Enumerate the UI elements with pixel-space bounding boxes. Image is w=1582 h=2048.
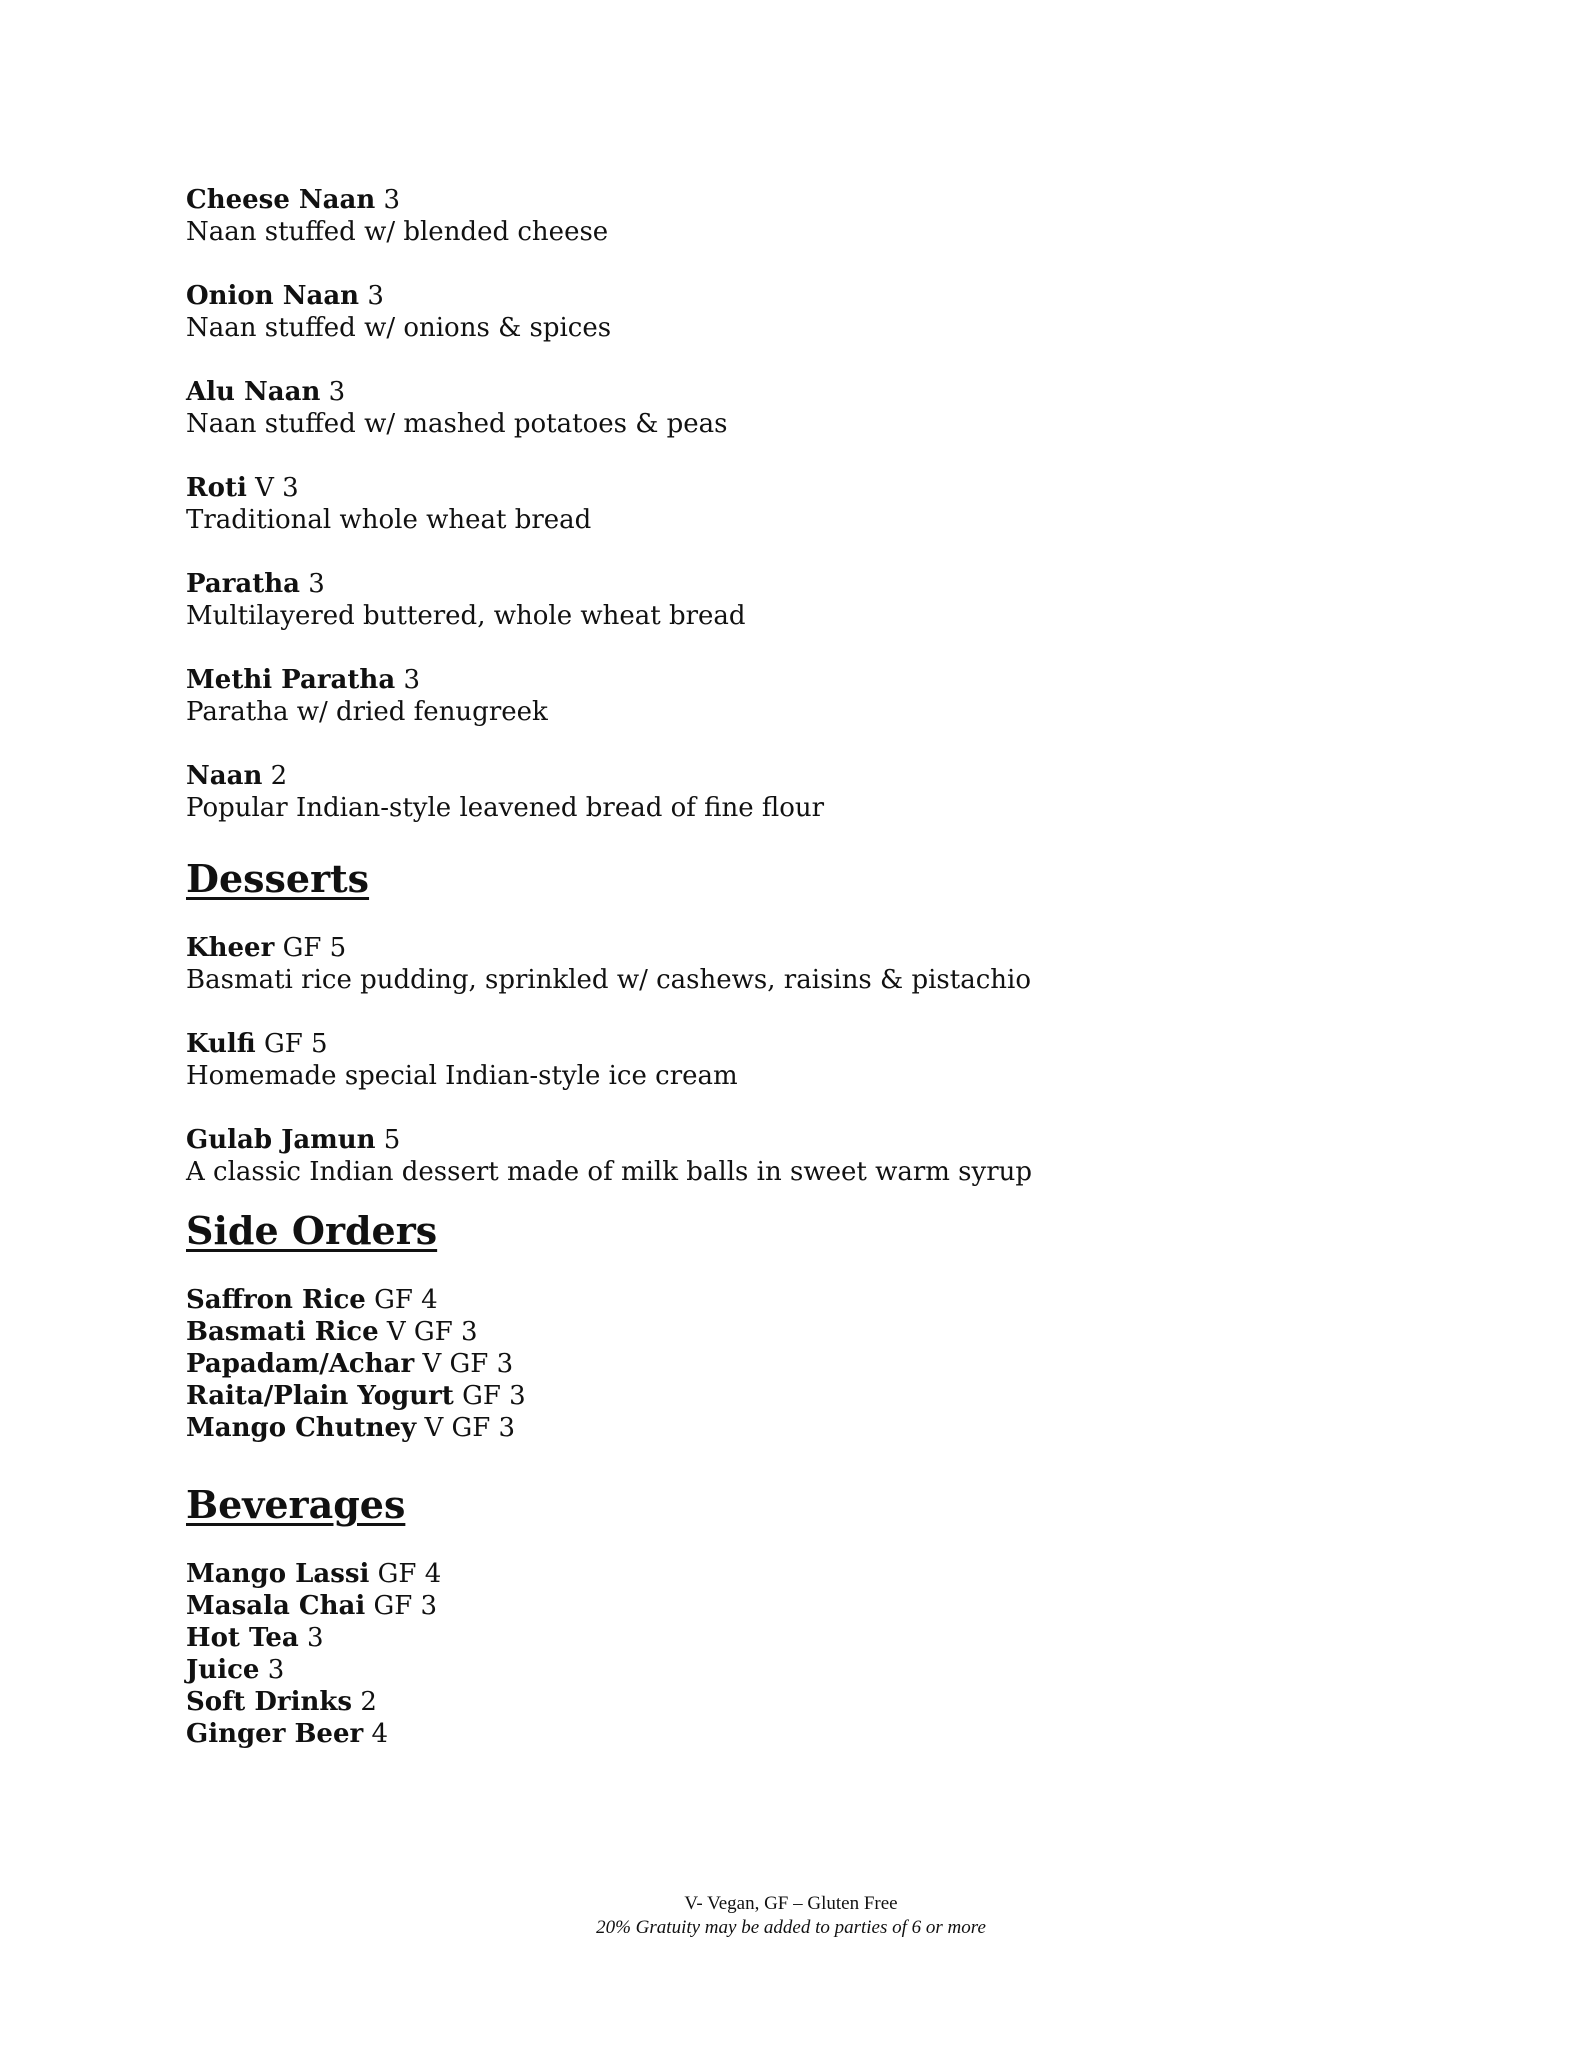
menu-item-kheer — [186, 932, 1386, 996]
item-name: Roti — [186, 473, 247, 503]
item-description: A classic Indian dessert made of milk balls in sweet warm syrup — [186, 1157, 1033, 1187]
gratuity-note: 20% Gratuity may be added to parties of 6 or more — [596, 1917, 986, 1938]
item-description: Multilayered buttered, whole wheat bread — [186, 601, 746, 631]
item-tag: GF 5 — [282, 933, 347, 963]
item-name: Papadam/Achar — [186, 1349, 415, 1379]
item-tag: GF 3 — [373, 1591, 438, 1621]
list-item — [186, 1558, 1386, 1590]
list-item — [186, 1686, 1386, 1718]
section-heading-side-orders: Side Orders — [186, 1208, 438, 1253]
item-tag: GF 5 — [263, 1029, 328, 1059]
list-item — [186, 1654, 1386, 1686]
item-tag: V 3 — [255, 473, 299, 503]
item-name: Cheese Naan — [186, 185, 376, 215]
item-description: Naan stuffed w/ mashed potatoes & peas — [186, 409, 728, 439]
item-name: Methi Paratha — [186, 665, 396, 695]
menu-item-methi-paratha — [186, 664, 1386, 728]
section-heading-beverages: Beverages — [186, 1482, 406, 1527]
item-name: Onion Naan — [186, 281, 360, 311]
list-item — [186, 1348, 1386, 1380]
item-description: Basmati rice pudding, sprinkled w/ cashews, raisins & pistachio — [186, 965, 1031, 995]
item-name: Juice — [186, 1655, 260, 1685]
list-item — [186, 1316, 1386, 1348]
item-name: Soft Drinks — [186, 1687, 353, 1717]
list-item — [186, 1284, 1386, 1316]
item-tag: V GF 3 — [386, 1317, 478, 1347]
item-name: Kulfi — [186, 1029, 256, 1059]
item-description: Naan stuffed w/ blended cheese — [186, 217, 609, 247]
item-tag: V GF 3 — [424, 1413, 516, 1443]
item-tag: 3 — [308, 569, 325, 599]
item-description: Paratha w/ dried fenugreek — [186, 697, 548, 727]
item-tag: GF 3 — [462, 1381, 526, 1411]
section-heading-desserts: Desserts — [186, 856, 370, 901]
item-description: Naan stuffed w/ onions & spices — [186, 313, 612, 343]
item-description: Popular Indian-style leavened bread of fine flour — [186, 793, 825, 823]
item-name: Raita/Plain Yogurt — [186, 1381, 454, 1411]
menu-item-kulfi — [186, 1028, 1386, 1092]
beverages-list — [186, 1558, 1386, 1750]
item-description: Traditional whole wheat bread — [186, 505, 592, 535]
list-item — [186, 1622, 1386, 1654]
menu-item-paratha — [186, 568, 1386, 632]
item-name: Mango Chutney — [186, 1413, 417, 1443]
menu-item-cheese-naan — [186, 184, 1386, 248]
item-name: Masala Chai — [186, 1591, 366, 1621]
item-name: Hot Tea — [186, 1623, 299, 1653]
list-item — [186, 1590, 1386, 1622]
item-tag: 3 — [383, 185, 401, 215]
list-item — [186, 1380, 1386, 1412]
item-tag: 2 — [270, 761, 288, 791]
side-orders-list — [186, 1284, 1386, 1444]
dietary-legend: V- Vegan, GF – Gluten Free — [684, 1893, 898, 1914]
menu-item-gulab-jamun — [186, 1124, 1386, 1188]
item-tag: 5 — [383, 1125, 401, 1155]
item-name: Basmati Rice — [186, 1317, 379, 1347]
item-name: Alu Naan — [186, 377, 321, 407]
item-tag: 4 — [371, 1719, 389, 1749]
item-name: Mango Lassi — [186, 1559, 370, 1589]
item-name: Ginger Beer — [186, 1719, 364, 1749]
item-tag: 3 — [267, 1655, 285, 1685]
item-name: Saffron Rice — [186, 1285, 366, 1315]
item-name: Gulab Jamun — [186, 1125, 376, 1155]
item-tag: GF 4 — [374, 1285, 438, 1315]
item-tag: 2 — [360, 1687, 377, 1717]
list-item — [186, 1718, 1386, 1750]
item-tag: 3 — [403, 665, 420, 695]
item-tag: 3 — [367, 281, 384, 311]
item-tag: 3 — [307, 1623, 324, 1653]
menu-item-naan — [186, 760, 1386, 824]
item-name: Naan — [186, 761, 263, 791]
item-tag: 3 — [328, 377, 346, 407]
menu-item-alu-naan — [186, 376, 1386, 440]
menu-item-onion-naan — [186, 280, 1386, 344]
item-tag: GF 4 — [377, 1559, 442, 1589]
menu-footer — [0, 1892, 1582, 1940]
item-description: Homemade special Indian-style ice cream — [186, 1061, 738, 1091]
item-name: Paratha — [186, 569, 301, 599]
item-tag: V GF 3 — [422, 1349, 514, 1379]
menu-item-roti — [186, 472, 1386, 536]
list-item — [186, 1412, 1386, 1444]
item-name: Kheer — [186, 933, 275, 963]
menu-content — [186, 184, 1386, 1788]
